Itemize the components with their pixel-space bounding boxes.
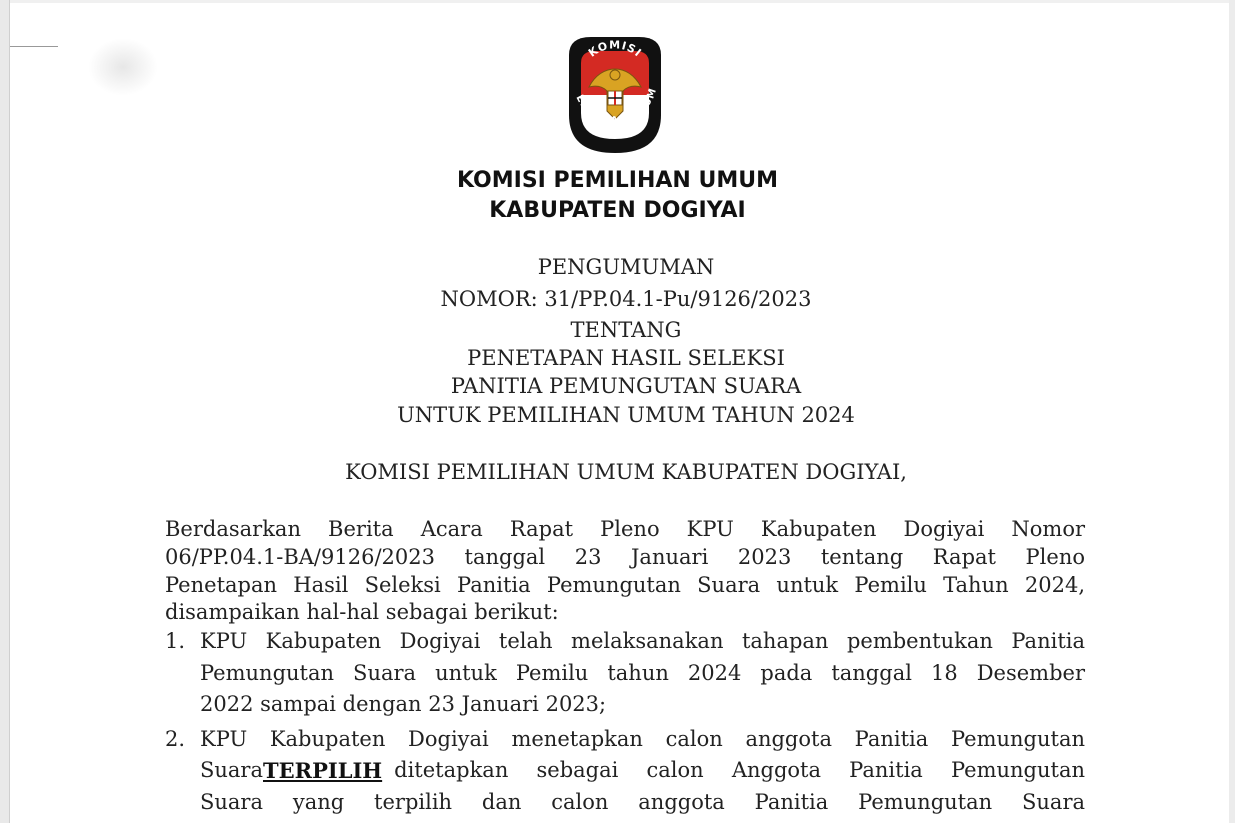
item1-line1: KPU Kabupaten Dogiyai telah melaksanakan tahapan pembentukan Panitia (200, 629, 1085, 653)
doc-about: TENTANG (570, 318, 682, 342)
intro-line4: disampaikan hal-hal sebagai berikut: (165, 600, 559, 624)
item1-line3: 2022 sampai dengan 23 Januari 2023; (200, 692, 607, 716)
item2-line1: KPU Kabupaten Dogiyai menetapkan calon anggota Panitia Pemungutan (200, 727, 1085, 751)
intro-line1: Berdasarkan Berita Acara Rapat Pleno KPU Kabupaten Dogiyai Nomor (165, 517, 1085, 541)
kpu-logo (561, 33, 669, 157)
svg-text:KOMISI: KOMISI (586, 38, 645, 60)
item-number: 1. (165, 629, 186, 653)
doc-number: NOMOR: 31/PP.04.1-Pu/9126/2023 (440, 287, 812, 311)
page-edge-top (0, 0, 1235, 3)
doc-subject-line3: UNTUK PEMILIHAN UMUM TAHUN 2024 (397, 403, 855, 427)
scan-smudge (88, 38, 158, 96)
org-name-line2: KABUPATEN DOGIYAI (489, 198, 746, 223)
item2-line2-post: ditetapkan sebagai calon Anggota Panitia Pemungutan (394, 758, 1085, 782)
intro-line3: Penetapan Hasil Seleksi Panitia Pemungutan Suara untuk Pemilu Tahun 2024, (165, 573, 1085, 597)
doc-subject-line1: PENETAPAN HASIL SELEKSI (467, 346, 785, 370)
svg-text:PEMILIHAN UMUM: EMILIHAN UMUM (573, 86, 660, 127)
fold-mark (10, 46, 58, 47)
item2-line2 (200, 758, 1085, 783)
issuer-line: KOMISI PEMILIHAN UMUM KABUPATEN DOGIYAI, (345, 460, 907, 484)
terpilih-emphasis: TERPILIH (263, 758, 383, 783)
item2-line2-pre: Suara (200, 758, 263, 782)
org-name-line1: KOMISI PEMILIHAN UMUM (457, 168, 778, 193)
item1-line2: Pemungutan Suara untuk Pemilu tahun 2024 pada tanggal 18 Desember (200, 661, 1085, 685)
item2-line3: Suara yang terpilih dan calon anggota Panitia Pemungutan Suara (200, 790, 1085, 814)
intro-line2: 06/PP.04.1-BA/9126/2023 tanggal 23 Januari 2023 tentang Rapat Pleno (165, 545, 1085, 569)
doc-type: PENGUMUMAN (537, 255, 715, 279)
doc-subject-line2: PANITIA PEMUNGUTAN SUARA (450, 374, 802, 398)
item-number: 2. (165, 727, 186, 751)
